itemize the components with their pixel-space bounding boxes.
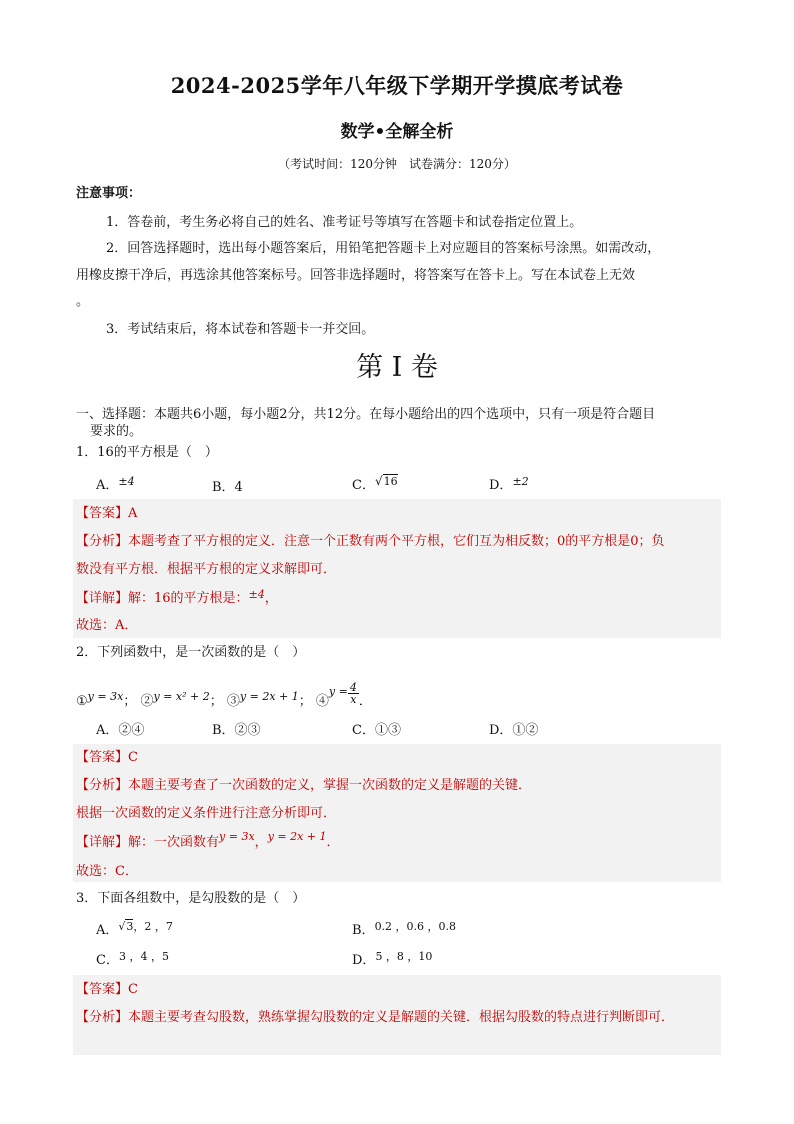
section-instructions: 一、选择题：本题共6小题，每小题2分，共12分。在每小题给出的四个选项中，只有一项是符合题目 — [76, 407, 656, 422]
fraction: $\frac{4}{x}$ — [349, 681, 357, 706]
q3-option-a: A．$^√3^{,2 ,7}$ — [96, 920, 173, 938]
q2-option-b: B．②③ — [212, 723, 261, 738]
q3-option-c: C．$^{3 ,4 ,5}$ — [96, 950, 169, 968]
q1-choice: 故选：A． — [76, 618, 138, 633]
notice-item-1: 1．答卷前，考生务必将自己的姓名、准考证号等填写在答题卡和试卷指定位置上。 — [106, 215, 583, 230]
q1-answer: 【答案】A — [76, 506, 138, 521]
section-instructions-cont: 要求的。 — [90, 424, 143, 439]
question-1-stem: 1．16的平方根是（ ） — [76, 445, 218, 460]
notice-item-2-cont: 用橡皮擦干净后，再选涂其他答案标号。回答非选择题时，将答案写在答卡上。写在本试卷上无效 — [76, 268, 636, 283]
q1-option-d: D．$^{\pm 2}$ — [489, 475, 529, 493]
q3-analysis: 【分析】本题主要考查勾股数，熟练掌握勾股数的定义是解题的关键．根据勾股数的特点进行判断即可． — [76, 1010, 675, 1025]
notice-item-2-end: 。 — [76, 294, 90, 309]
q2-detail: 【详解】解：一次函数有$^{y = 3x}$，$^{y = 2x + 1}$． — [76, 830, 340, 850]
page-title: 2024-2025学年八年级下学期开学摸底考试卷 — [170, 73, 624, 98]
notice-item-2: 2．回答选择题时，选出每小题答案后，用铅笔把答题卡上对应题目的答案标号涂黑。如需改动， — [106, 241, 661, 256]
exam-time-info: （考试时间：120分钟 试卷满分：120分） — [278, 157, 516, 171]
q2-analysis-cont: 根据一次函数的定义条件进行注意分析即可． — [76, 806, 337, 821]
notice-heading: 注意事项： — [76, 186, 142, 201]
q1-analysis-cont: 数没有平方根．根据平方根的定义求解即可． — [76, 562, 337, 577]
q2-answer: 【答案】C — [76, 750, 138, 765]
volume-heading: 第 I 卷 — [356, 352, 438, 383]
q1-analysis: 【分析】本题考查了平方根的定义．注意一个正数有两个平方根，它们互为相反数；0的平方根是0；负 — [76, 534, 665, 549]
q1-option-b: B．4 — [212, 480, 243, 495]
q2-option-d: D．①② — [489, 723, 539, 738]
q3-answer: 【答案】C — [76, 982, 138, 997]
question-2-stem: 2．下列函数中，是一次函数的是（ ） — [76, 645, 306, 660]
q2-choice: 故选：C． — [76, 864, 138, 879]
page-subtitle: 数学•全解全析 — [340, 122, 454, 142]
q1-option-a: A．$^{\pm 4}$ — [96, 475, 135, 493]
q2-functions: ①$^{y = 3x}$； ②$^{y = x^2 + 2}$； ③$^{y = 2x + 1}$； ④$^{y =}$ $\frac{4}{x}$ ． — [76, 681, 372, 709]
q3-option-d: D．$^{5 ,8 ,10}$ — [352, 950, 433, 968]
q2-option-a: A．②④ — [96, 723, 145, 738]
q3-option-b: B．$^{0.2 ,0.6 ,0.8}$ — [352, 920, 457, 938]
notice-item-3: 3．考试结束后，将本试卷和答题卡一并交回。 — [106, 322, 375, 337]
question-3-stem: 3．下面各组数中，是勾股数的是（ ） — [76, 891, 306, 906]
q2-option-c: C．①③ — [352, 723, 401, 738]
q1-detail: 【详解】解：16的平方根是：$^{\pm 4}$， — [76, 588, 278, 606]
q1-option-c: C．√16 — [352, 474, 398, 493]
q2-analysis: 【分析】本题主要考查了一次函数的定义，掌握一次函数的定义是解题的关键． — [76, 778, 532, 793]
